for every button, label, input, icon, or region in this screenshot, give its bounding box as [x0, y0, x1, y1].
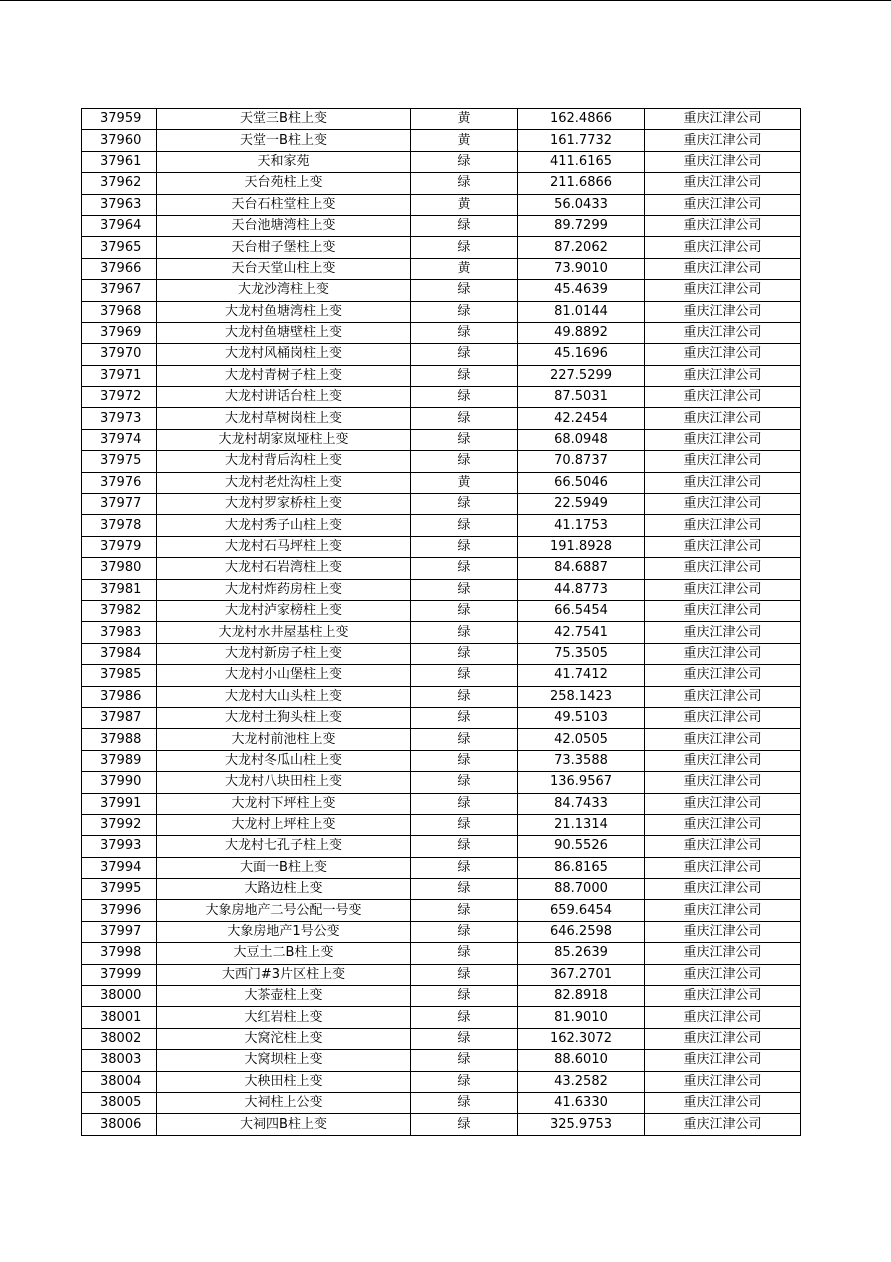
- company-cell: 重庆江津公司: [645, 151, 801, 172]
- value-cell: 44.8773: [518, 579, 645, 600]
- company-cell: 重庆江津公司: [645, 600, 801, 621]
- company-cell: 重庆江津公司: [645, 173, 801, 194]
- table-row: [82, 1050, 801, 1071]
- value-cell: 162.4866: [518, 109, 645, 130]
- table-row: [82, 857, 801, 878]
- name-cell: 大龙沙湾柱上变: [157, 280, 411, 301]
- company-cell: 重庆江津公司: [645, 879, 801, 900]
- id-cell: 37971: [82, 365, 157, 386]
- value-cell: 211.6866: [518, 173, 645, 194]
- company-cell: 重庆江津公司: [645, 772, 801, 793]
- name-cell: 天台池塘湾柱上变: [157, 215, 411, 236]
- company-cell: 重庆江津公司: [645, 1050, 801, 1071]
- id-cell: 37965: [82, 237, 157, 258]
- table-row: [82, 707, 801, 728]
- name-cell: 大龙村背后沟柱上变: [157, 451, 411, 472]
- id-cell: 37968: [82, 301, 157, 322]
- id-cell: 37976: [82, 472, 157, 493]
- company-cell: 重庆江津公司: [645, 130, 801, 151]
- value-cell: 68.0948: [518, 429, 645, 450]
- company-cell: 重庆江津公司: [645, 301, 801, 322]
- id-cell: 37959: [82, 109, 157, 130]
- company-cell: 重庆江津公司: [645, 1114, 801, 1135]
- company-cell: 重庆江津公司: [645, 686, 801, 707]
- table-row: [82, 515, 801, 536]
- status-cell: 绿: [411, 750, 518, 771]
- table-row: [82, 472, 801, 493]
- company-cell: 重庆江津公司: [645, 408, 801, 429]
- company-cell: 重庆江津公司: [645, 665, 801, 686]
- table-row: [82, 194, 801, 215]
- company-cell: 重庆江津公司: [645, 857, 801, 878]
- table-row: [82, 301, 801, 322]
- status-cell: 绿: [411, 600, 518, 621]
- value-cell: 89.7299: [518, 215, 645, 236]
- company-cell: 重庆江津公司: [645, 1092, 801, 1113]
- id-cell: 37963: [82, 194, 157, 215]
- name-cell: 大面一B柱上变: [157, 857, 411, 878]
- table-row: [82, 986, 801, 1007]
- table-row: [82, 344, 801, 365]
- id-cell: 37962: [82, 173, 157, 194]
- status-cell: 黄: [411, 258, 518, 279]
- value-cell: 49.8892: [518, 322, 645, 343]
- id-cell: 37966: [82, 258, 157, 279]
- value-cell: 73.9010: [518, 258, 645, 279]
- table-row: [82, 1071, 801, 1092]
- id-cell: 37978: [82, 515, 157, 536]
- id-cell: 37983: [82, 622, 157, 643]
- table-row: [82, 173, 801, 194]
- status-cell: 黄: [411, 472, 518, 493]
- company-cell: 重庆江津公司: [645, 558, 801, 579]
- status-cell: 绿: [411, 1092, 518, 1113]
- name-cell: 大龙村罗家桥柱上变: [157, 494, 411, 515]
- id-cell: 37960: [82, 130, 157, 151]
- id-cell: 38006: [82, 1114, 157, 1135]
- value-cell: 22.5949: [518, 494, 645, 515]
- name-cell: 大祠柱上公变: [157, 1092, 411, 1113]
- value-cell: 87.2062: [518, 237, 645, 258]
- id-cell: 37996: [82, 900, 157, 921]
- table-row: [82, 558, 801, 579]
- name-cell: 大龙村石马坪柱上变: [157, 536, 411, 557]
- id-cell: 37998: [82, 943, 157, 964]
- table-row: [82, 215, 801, 236]
- id-cell: 37961: [82, 151, 157, 172]
- status-cell: 绿: [411, 986, 518, 1007]
- id-cell: 37987: [82, 707, 157, 728]
- value-cell: 70.8737: [518, 451, 645, 472]
- company-cell: 重庆江津公司: [645, 472, 801, 493]
- status-cell: 绿: [411, 536, 518, 557]
- table-row: [82, 579, 801, 600]
- company-cell: 重庆江津公司: [645, 215, 801, 236]
- company-cell: 重庆江津公司: [645, 387, 801, 408]
- id-cell: 37989: [82, 750, 157, 771]
- status-cell: 绿: [411, 857, 518, 878]
- status-cell: 黄: [411, 109, 518, 130]
- table-row: [82, 600, 801, 621]
- value-cell: 81.0144: [518, 301, 645, 322]
- company-cell: 重庆江津公司: [645, 451, 801, 472]
- value-cell: 75.3505: [518, 643, 645, 664]
- value-cell: 136.9567: [518, 772, 645, 793]
- company-cell: 重庆江津公司: [645, 943, 801, 964]
- id-cell: 37979: [82, 536, 157, 557]
- company-cell: 重庆江津公司: [645, 964, 801, 985]
- name-cell: 大茶壶柱上变: [157, 986, 411, 1007]
- name-cell: 天台苑柱上变: [157, 173, 411, 194]
- id-cell: 37967: [82, 280, 157, 301]
- table-row: [82, 429, 801, 450]
- value-cell: 81.9010: [518, 1007, 645, 1028]
- table-row: [82, 280, 801, 301]
- table-row: [82, 258, 801, 279]
- id-cell: 38002: [82, 1028, 157, 1049]
- company-cell: 重庆江津公司: [645, 322, 801, 343]
- name-cell: 天台柑子堡柱上变: [157, 237, 411, 258]
- company-cell: 重庆江津公司: [645, 836, 801, 857]
- name-cell: 大龙村八块田柱上变: [157, 772, 411, 793]
- company-cell: 重庆江津公司: [645, 986, 801, 1007]
- id-cell: 37975: [82, 451, 157, 472]
- status-cell: 绿: [411, 387, 518, 408]
- status-cell: 绿: [411, 943, 518, 964]
- status-cell: 绿: [411, 686, 518, 707]
- table-row: [82, 879, 801, 900]
- status-cell: 绿: [411, 793, 518, 814]
- status-cell: 绿: [411, 344, 518, 365]
- name-cell: 天台天堂山柱上变: [157, 258, 411, 279]
- table-row: [82, 536, 801, 557]
- value-cell: 73.3588: [518, 750, 645, 771]
- table-row: [82, 151, 801, 172]
- company-cell: 重庆江津公司: [645, 579, 801, 600]
- status-cell: 绿: [411, 729, 518, 750]
- value-cell: 41.7412: [518, 665, 645, 686]
- name-cell: 大龙村冬瓜山柱上变: [157, 750, 411, 771]
- value-cell: 258.1423: [518, 686, 645, 707]
- company-cell: 重庆江津公司: [645, 1071, 801, 1092]
- table-row: [82, 814, 801, 835]
- company-cell: 重庆江津公司: [645, 921, 801, 942]
- value-cell: 325.9753: [518, 1114, 645, 1135]
- name-cell: 大龙村秀子山柱上变: [157, 515, 411, 536]
- table-row: [82, 772, 801, 793]
- name-cell: 大路边柱上变: [157, 879, 411, 900]
- company-cell: 重庆江津公司: [645, 237, 801, 258]
- name-cell: 大龙村新房子柱上变: [157, 643, 411, 664]
- status-cell: 绿: [411, 836, 518, 857]
- id-cell: 37997: [82, 921, 157, 942]
- id-cell: 37988: [82, 729, 157, 750]
- table-row: [82, 451, 801, 472]
- company-cell: 重庆江津公司: [645, 793, 801, 814]
- status-cell: 绿: [411, 772, 518, 793]
- value-cell: 45.1696: [518, 344, 645, 365]
- company-cell: 重庆江津公司: [645, 729, 801, 750]
- status-cell: 绿: [411, 643, 518, 664]
- id-cell: 37981: [82, 579, 157, 600]
- value-cell: 41.6330: [518, 1092, 645, 1113]
- name-cell: 天堂一B柱上变: [157, 130, 411, 151]
- table-row: [82, 964, 801, 985]
- name-cell: 大龙村大山头柱上变: [157, 686, 411, 707]
- transformer-table: [81, 108, 801, 1136]
- id-cell: 37973: [82, 408, 157, 429]
- table-row: [82, 750, 801, 771]
- status-cell: 绿: [411, 900, 518, 921]
- name-cell: 大龙村青树子柱上变: [157, 365, 411, 386]
- status-cell: 绿: [411, 1007, 518, 1028]
- status-cell: 绿: [411, 429, 518, 450]
- table-row: [82, 900, 801, 921]
- name-cell: 大象房地产1号公变: [157, 921, 411, 942]
- table-row: [82, 943, 801, 964]
- table-row: [82, 1092, 801, 1113]
- table-row: [82, 665, 801, 686]
- status-cell: 绿: [411, 151, 518, 172]
- table-row: [82, 109, 801, 130]
- value-cell: 43.2582: [518, 1071, 645, 1092]
- name-cell: 大秧田柱上变: [157, 1071, 411, 1092]
- company-cell: 重庆江津公司: [645, 622, 801, 643]
- id-cell: 37974: [82, 429, 157, 450]
- name-cell: 大龙村土狗头柱上变: [157, 707, 411, 728]
- company-cell: 重庆江津公司: [645, 536, 801, 557]
- table-row: [82, 643, 801, 664]
- value-cell: 56.0433: [518, 194, 645, 215]
- value-cell: 49.5103: [518, 707, 645, 728]
- name-cell: 大龙村讲话台柱上变: [157, 387, 411, 408]
- value-cell: 84.7433: [518, 793, 645, 814]
- table-row: [82, 793, 801, 814]
- id-cell: 37969: [82, 322, 157, 343]
- company-cell: 重庆江津公司: [645, 1007, 801, 1028]
- name-cell: 大龙村风桶岗柱上变: [157, 344, 411, 365]
- id-cell: 37970: [82, 344, 157, 365]
- value-cell: 42.7541: [518, 622, 645, 643]
- status-cell: 绿: [411, 814, 518, 835]
- table-row: [82, 237, 801, 258]
- company-cell: 重庆江津公司: [645, 365, 801, 386]
- name-cell: 大龙村泸家榜柱上变: [157, 600, 411, 621]
- value-cell: 191.8928: [518, 536, 645, 557]
- id-cell: 37972: [82, 387, 157, 408]
- company-cell: 重庆江津公司: [645, 429, 801, 450]
- company-cell: 重庆江津公司: [645, 515, 801, 536]
- id-cell: 37980: [82, 558, 157, 579]
- status-cell: 绿: [411, 215, 518, 236]
- company-cell: 重庆江津公司: [645, 814, 801, 835]
- company-cell: 重庆江津公司: [645, 258, 801, 279]
- table-row: [82, 836, 801, 857]
- status-cell: 绿: [411, 515, 518, 536]
- status-cell: 绿: [411, 579, 518, 600]
- value-cell: 161.7732: [518, 130, 645, 151]
- id-cell: 38000: [82, 986, 157, 1007]
- name-cell: 大龙村老灶沟柱上变: [157, 472, 411, 493]
- value-cell: 66.5046: [518, 472, 645, 493]
- page-top-rule: [0, 0, 892, 1]
- name-cell: 天和家苑: [157, 151, 411, 172]
- name-cell: 天堂三B柱上变: [157, 109, 411, 130]
- id-cell: 38001: [82, 1007, 157, 1028]
- status-cell: 绿: [411, 365, 518, 386]
- table-row: [82, 130, 801, 151]
- name-cell: 大龙村炸药房柱上变: [157, 579, 411, 600]
- status-cell: 绿: [411, 494, 518, 515]
- name-cell: 大窝沱柱上变: [157, 1028, 411, 1049]
- status-cell: 黄: [411, 130, 518, 151]
- company-cell: 重庆江津公司: [645, 280, 801, 301]
- company-cell: 重庆江津公司: [645, 194, 801, 215]
- value-cell: 659.6454: [518, 900, 645, 921]
- table-row: [82, 622, 801, 643]
- id-cell: 37977: [82, 494, 157, 515]
- status-cell: 绿: [411, 322, 518, 343]
- status-cell: 绿: [411, 237, 518, 258]
- value-cell: 84.6887: [518, 558, 645, 579]
- status-cell: 绿: [411, 558, 518, 579]
- status-cell: 绿: [411, 1071, 518, 1092]
- name-cell: 大龙村草树岗柱上变: [157, 408, 411, 429]
- status-cell: 绿: [411, 280, 518, 301]
- id-cell: 37984: [82, 643, 157, 664]
- value-cell: 90.5526: [518, 836, 645, 857]
- status-cell: 绿: [411, 1028, 518, 1049]
- value-cell: 411.6165: [518, 151, 645, 172]
- status-cell: 绿: [411, 921, 518, 942]
- name-cell: 大龙村前池柱上变: [157, 729, 411, 750]
- status-cell: 绿: [411, 622, 518, 643]
- value-cell: 21.1314: [518, 814, 645, 835]
- id-cell: 37995: [82, 879, 157, 900]
- table-row: [82, 322, 801, 343]
- name-cell: 大龙村小山堡柱上变: [157, 665, 411, 686]
- id-cell: 38004: [82, 1071, 157, 1092]
- value-cell: 88.7000: [518, 879, 645, 900]
- table-row: [82, 921, 801, 942]
- name-cell: 大豆土二B柱上变: [157, 943, 411, 964]
- value-cell: 42.2454: [518, 408, 645, 429]
- table-body: [82, 109, 801, 1136]
- value-cell: 85.2639: [518, 943, 645, 964]
- name-cell: 大龙村下坪柱上变: [157, 793, 411, 814]
- name-cell: 大龙村鱼塘湾柱上变: [157, 301, 411, 322]
- id-cell: 37986: [82, 686, 157, 707]
- company-cell: 重庆江津公司: [645, 109, 801, 130]
- table-row: [82, 686, 801, 707]
- table-row: [82, 408, 801, 429]
- name-cell: 大西门#3片区柱上变: [157, 964, 411, 985]
- value-cell: 646.2598: [518, 921, 645, 942]
- name-cell: 大窝坝柱上变: [157, 1050, 411, 1071]
- company-cell: 重庆江津公司: [645, 900, 801, 921]
- status-cell: 绿: [411, 451, 518, 472]
- id-cell: 37992: [82, 814, 157, 835]
- id-cell: 37994: [82, 857, 157, 878]
- company-cell: 重庆江津公司: [645, 707, 801, 728]
- name-cell: 大象房地产二号公配一号变: [157, 900, 411, 921]
- name-cell: 大龙村上坪柱上变: [157, 814, 411, 835]
- table-row: [82, 1114, 801, 1135]
- id-cell: 37964: [82, 215, 157, 236]
- company-cell: 重庆江津公司: [645, 750, 801, 771]
- value-cell: 227.5299: [518, 365, 645, 386]
- table-row: [82, 1028, 801, 1049]
- value-cell: 86.8165: [518, 857, 645, 878]
- value-cell: 367.2701: [518, 964, 645, 985]
- table-row: [82, 365, 801, 386]
- table-row: [82, 729, 801, 750]
- table-row: [82, 387, 801, 408]
- value-cell: 45.4639: [518, 280, 645, 301]
- status-cell: 绿: [411, 301, 518, 322]
- id-cell: 37982: [82, 600, 157, 621]
- name-cell: 天台石柱堂柱上变: [157, 194, 411, 215]
- status-cell: 绿: [411, 665, 518, 686]
- company-cell: 重庆江津公司: [645, 494, 801, 515]
- value-cell: 162.3072: [518, 1028, 645, 1049]
- status-cell: 绿: [411, 1050, 518, 1071]
- status-cell: 绿: [411, 1114, 518, 1135]
- name-cell: 大龙村水井屋基柱上变: [157, 622, 411, 643]
- id-cell: 38003: [82, 1050, 157, 1071]
- status-cell: 绿: [411, 879, 518, 900]
- status-cell: 绿: [411, 408, 518, 429]
- id-cell: 37999: [82, 964, 157, 985]
- value-cell: 88.6010: [518, 1050, 645, 1071]
- status-cell: 绿: [411, 707, 518, 728]
- id-cell: 37991: [82, 793, 157, 814]
- table-row: [82, 494, 801, 515]
- value-cell: 87.5031: [518, 387, 645, 408]
- id-cell: 37993: [82, 836, 157, 857]
- status-cell: 绿: [411, 964, 518, 985]
- name-cell: 大龙村胡家岚垭柱上变: [157, 429, 411, 450]
- value-cell: 42.0505: [518, 729, 645, 750]
- company-cell: 重庆江津公司: [645, 1028, 801, 1049]
- table-row: [82, 1007, 801, 1028]
- status-cell: 绿: [411, 173, 518, 194]
- name-cell: 大红岩柱上变: [157, 1007, 411, 1028]
- name-cell: 大祠四B柱上变: [157, 1114, 411, 1135]
- id-cell: 37985: [82, 665, 157, 686]
- value-cell: 41.1753: [518, 515, 645, 536]
- value-cell: 66.5454: [518, 600, 645, 621]
- id-cell: 37990: [82, 772, 157, 793]
- name-cell: 大龙村七孔子柱上变: [157, 836, 411, 857]
- status-cell: 黄: [411, 194, 518, 215]
- company-cell: 重庆江津公司: [645, 643, 801, 664]
- id-cell: 38005: [82, 1092, 157, 1113]
- company-cell: 重庆江津公司: [645, 344, 801, 365]
- value-cell: 82.8918: [518, 986, 645, 1007]
- name-cell: 大龙村鱼塘壁柱上变: [157, 322, 411, 343]
- name-cell: 大龙村石岩湾柱上变: [157, 558, 411, 579]
